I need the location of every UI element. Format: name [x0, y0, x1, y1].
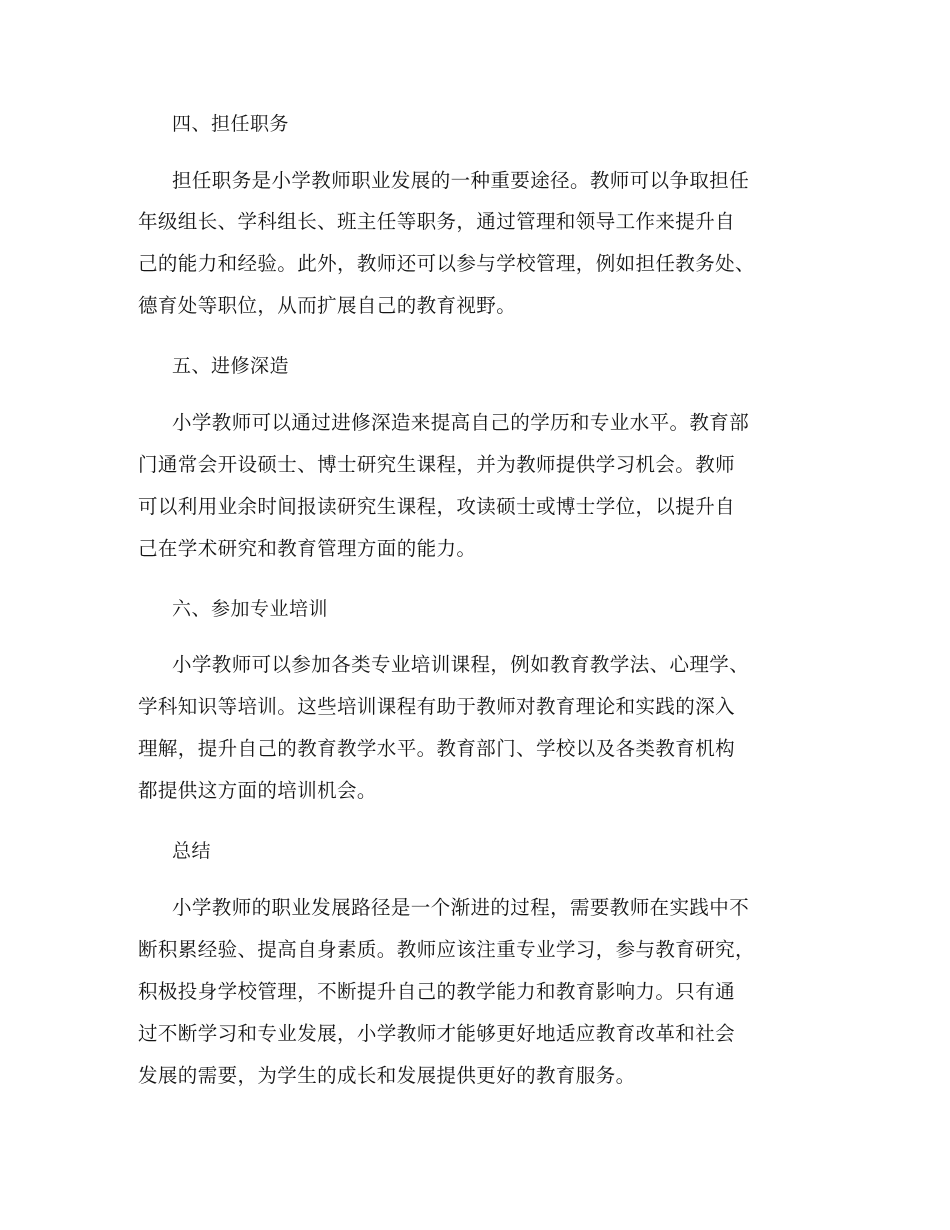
- section-heading-5: 五、进修深造: [172, 355, 290, 377]
- paragraph-line: 断积累经验、提高自身素质。教师应该注重专业学习，参与教育研究，: [138, 938, 755, 961]
- section-heading-4: 四、担任职务: [172, 113, 290, 135]
- paragraph-line: 担任职务是小学教师职业发展的一种重要途径。教师可以争取担任: [172, 169, 750, 192]
- paragraph-line: 过不断学习和专业发展，小学教师才能够更好地适应教育改革和社会: [138, 1022, 736, 1045]
- section-heading-6: 六、参加专业培训: [172, 598, 329, 620]
- paragraph-line: 理解，提升自己的教育教学水平。教育部门、学校以及各类教育机构: [138, 737, 736, 760]
- paragraph-line: 小学教师可以通过进修深造来提高自己的学历和专业水平。教育部: [172, 411, 750, 434]
- paragraph-line: 己的能力和经验。此外，教师还可以参与学校管理，例如担任教务处、: [138, 252, 755, 275]
- paragraph-line: 门通常会开设硕士、博士研究生课程，并为教师提供学习机会。教师: [138, 453, 736, 476]
- paragraph-line: 都提供这方面的培训机会。: [138, 779, 377, 802]
- paragraph-line: 年级组长、学科组长、班主任等职务，通过管理和领导工作来提升自: [138, 210, 736, 233]
- paragraph-line: 学科知识等培训。这些培训课程有助于教师对教育理论和实践的深入: [138, 695, 736, 718]
- paragraph-line: 小学教师的职业发展路径是一个渐进的过程，需要教师在实践中不: [172, 896, 750, 919]
- paragraph-line: 德育处等职位，从而扩展自己的教育视野。: [138, 294, 517, 317]
- paragraph-line: 己在学术研究和教育管理方面的能力。: [138, 537, 477, 560]
- section-heading-summary: 总结: [172, 840, 212, 862]
- paragraph-line: 小学教师可以参加各类专业培训课程，例如教育教学法、心理学、: [172, 653, 750, 676]
- paragraph-line: 可以利用业余时间报读研究生课程，攻读硕士或博士学位，以提升自: [138, 495, 736, 518]
- paragraph-line: 发展的需要，为学生的成长和发展提供更好的教育服务。: [138, 1064, 636, 1087]
- paragraph-line: 积极投身学校管理，不断提升自己的教学能力和教育影响力。只有通: [138, 980, 736, 1003]
